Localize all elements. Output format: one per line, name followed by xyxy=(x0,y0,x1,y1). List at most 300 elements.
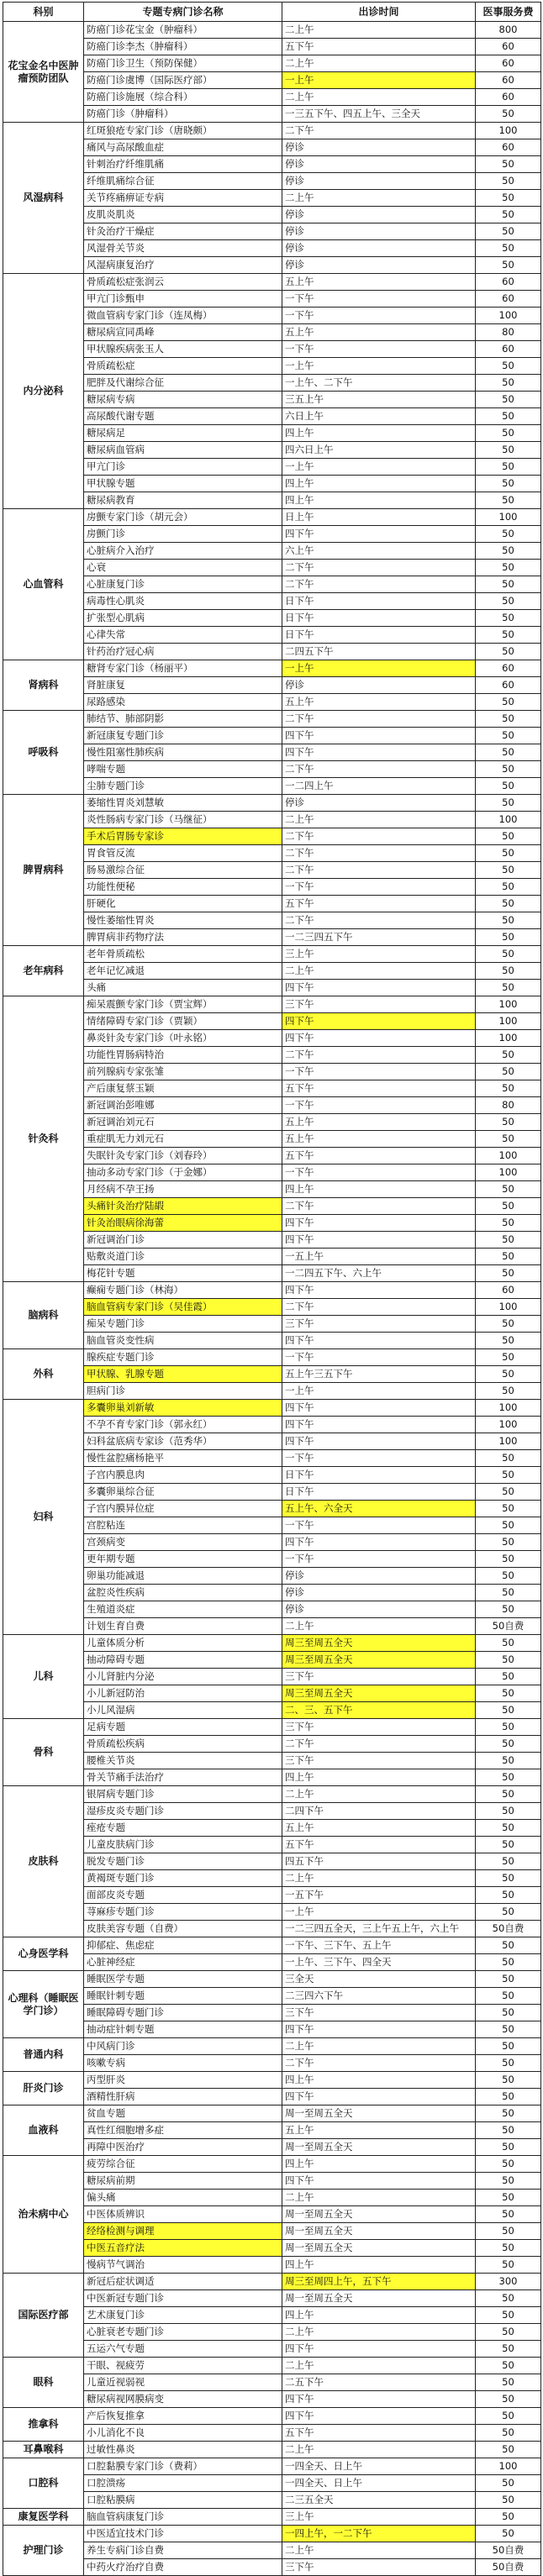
table-row xyxy=(3,442,541,459)
schedule-time-cell: 三下午 xyxy=(282,2559,476,2576)
schedule-time-cell: 四上午 xyxy=(282,2156,476,2173)
schedule-time-cell: 一上午 xyxy=(282,72,476,89)
schedule-time-cell: 二上午 xyxy=(282,190,476,207)
clinic-name-cell: 产后恢复推拿 xyxy=(84,2408,282,2425)
table-row xyxy=(3,828,541,845)
clinic-name-cell: 鼻炎针灸专家门诊（叶永铭） xyxy=(84,1030,282,1047)
department-cell: 内分泌科 xyxy=(3,274,84,509)
clinic-name-cell: 痤疮专题 xyxy=(84,1820,282,1837)
table-row xyxy=(3,2408,541,2425)
table-row xyxy=(3,1030,541,1047)
service-fee-cell: 50 xyxy=(476,2475,541,2492)
table-row xyxy=(3,1333,541,1349)
service-fee-cell: 50 xyxy=(476,2173,541,2190)
schedule-time-cell: 停诊 xyxy=(282,223,476,240)
table-row xyxy=(3,2274,541,2290)
table-row xyxy=(3,123,541,139)
schedule-time-cell: 一下午 xyxy=(282,291,476,308)
clinic-name-cell: 慢性萎缩性胃炎 xyxy=(84,912,282,929)
clinic-name-cell: 睡眠障碍专题门诊 xyxy=(84,2005,282,2021)
schedule-time-cell: 二下午 xyxy=(282,1198,476,1215)
clinic-name-cell: 肠易激综合征 xyxy=(84,862,282,879)
clinic-name-cell: 肝硬化 xyxy=(84,896,282,912)
schedule-time-cell: 四上午 xyxy=(282,2257,476,2274)
table-row xyxy=(3,358,541,375)
schedule-time-cell: 四下午 xyxy=(282,1282,476,1299)
service-fee-cell: 50 xyxy=(476,2408,541,2425)
service-fee-cell: 50 xyxy=(476,1753,541,1769)
table-row xyxy=(3,1114,541,1131)
clinic-name-cell: 抽动多动专家门诊（于金娜） xyxy=(84,1164,282,1181)
clinic-name-cell: 抑郁症、焦虑症 xyxy=(84,1937,282,1954)
schedule-time-cell: 三五上午 xyxy=(282,392,476,408)
service-fee-cell: 80 xyxy=(476,1097,541,1114)
table-row xyxy=(3,1803,541,1820)
table-row xyxy=(3,2307,541,2324)
table-row xyxy=(3,1299,541,1316)
table-row xyxy=(3,1198,541,1215)
schedule-time-cell: 二上午 xyxy=(282,2358,476,2374)
service-fee-cell: 50 xyxy=(476,1114,541,1131)
department-cell: 治未病中心 xyxy=(3,2156,84,2274)
table-row xyxy=(3,2105,541,2122)
schedule-time-cell: 一二三四五全天，三上午五上午，六上午 xyxy=(282,1921,476,1937)
clinic-name-cell: 面部皮炎专题 xyxy=(84,1887,282,1904)
service-fee-cell: 60 xyxy=(476,677,541,694)
service-fee-cell: 50 xyxy=(476,2072,541,2089)
clinic-name-cell: 中医体质辨识 xyxy=(84,2206,282,2223)
service-fee-cell: 100 xyxy=(476,1433,541,1450)
service-fee-cell: 50 xyxy=(476,1904,541,1921)
schedule-time-cell: 五上午 xyxy=(282,1131,476,1148)
clinic-name-cell: 功能性便秘 xyxy=(84,879,282,896)
service-fee-cell: 50 xyxy=(476,1954,541,1971)
schedule-time-cell: 周一至周五全天 xyxy=(282,2139,476,2156)
service-fee-cell: 50 xyxy=(476,2206,541,2223)
department-cell: 肾病科 xyxy=(3,660,84,711)
clinic-name-cell: 骨质疏松疾病 xyxy=(84,1736,282,1753)
service-fee-cell: 50 xyxy=(476,862,541,879)
service-fee-cell: 100 xyxy=(476,1030,541,1047)
service-fee-cell: 50 xyxy=(476,2374,541,2391)
schedule-time-cell: 四下午 xyxy=(282,1433,476,1450)
schedule-time-cell: 四上午 xyxy=(282,492,476,509)
clinic-name-cell: 卵巢功能减退 xyxy=(84,1568,282,1585)
service-fee-cell: 100 xyxy=(476,996,541,1013)
table-row xyxy=(3,2223,541,2240)
service-fee-cell: 50 xyxy=(476,2425,541,2442)
clinic-name-cell: 脑血管病专家门诊（吴佳霞） xyxy=(84,1299,282,1316)
service-fee-cell: 50 xyxy=(476,190,541,207)
schedule-time-cell: 一二三四五下午 xyxy=(282,929,476,946)
table-row xyxy=(3,2005,541,2021)
clinic-name-cell: 荨麻疹专题门诊 xyxy=(84,1904,282,1921)
clinic-name-cell: 痴呆震颤专家门诊（贾宝辉） xyxy=(84,996,282,1013)
table-row xyxy=(3,1702,541,1719)
table-row xyxy=(3,2526,541,2542)
schedule-time-cell: 二下午 xyxy=(282,828,476,845)
table-row xyxy=(3,1064,541,1080)
clinic-name-cell: 痛风与高尿酸血症 xyxy=(84,139,282,156)
service-fee-cell: 50 xyxy=(476,744,541,761)
schedule-time-cell: 五上午 xyxy=(282,324,476,341)
clinic-name-cell: 房颤专家门诊（胡元会） xyxy=(84,509,282,526)
table-row xyxy=(3,896,541,912)
schedule-time-cell: 一下午 xyxy=(282,1517,476,1534)
service-fee-cell: 50 xyxy=(476,1450,541,1467)
department-cell: 耳鼻喉科 xyxy=(3,2442,84,2458)
table-row xyxy=(3,677,541,694)
clinic-name-cell: 新冠后症状调适 xyxy=(84,2274,282,2290)
clinic-name-cell: 中风病门诊 xyxy=(84,2038,282,2055)
service-fee-cell: 50 xyxy=(476,728,541,744)
table-row xyxy=(3,2358,541,2374)
service-fee-cell: 50 xyxy=(476,2223,541,2240)
schedule-time-cell: 五下午 xyxy=(282,896,476,912)
clinic-name-cell: 皮肤美容专题（自费） xyxy=(84,1921,282,1937)
schedule-time-cell: 四下午 xyxy=(282,2089,476,2105)
schedule-time-cell: 一四全天、日上午 xyxy=(282,2475,476,2492)
clinic-name-cell: 甲状腺专题 xyxy=(84,476,282,492)
table-row xyxy=(3,728,541,744)
clinic-name-cell: 脑血管炎变性病 xyxy=(84,1333,282,1349)
clinic-name-cell: 失眠针灸专家门诊（刘春玲） xyxy=(84,1148,282,1164)
clinic-name-cell: 微血管病专家门诊（连凤梅） xyxy=(84,308,282,324)
service-fee-cell: 50 xyxy=(476,1047,541,1064)
table-row xyxy=(3,1249,541,1265)
table-row xyxy=(3,257,541,274)
clinic-name-cell: 心脏康复门诊 xyxy=(84,576,282,593)
clinic-name-cell: 心脏衰老专题门诊 xyxy=(84,2324,282,2341)
schedule-time-cell: 二上午 xyxy=(282,2324,476,2341)
service-fee-cell: 300 xyxy=(476,2274,541,2290)
service-fee-cell: 50 xyxy=(476,879,541,896)
schedule-time-cell: 四下午 xyxy=(282,2021,476,2038)
clinic-name-cell: 胆病门诊 xyxy=(84,1383,282,1400)
service-fee-cell: 50 xyxy=(476,2089,541,2105)
table-row xyxy=(3,1753,541,1769)
service-fee-cell: 60 xyxy=(476,139,541,156)
schedule-time-cell: 二三五全天 xyxy=(282,2492,476,2509)
schedule-time-cell: 三上午 xyxy=(282,946,476,963)
service-fee-cell: 50 xyxy=(476,1316,541,1333)
schedule-time-cell: 四下午 xyxy=(282,1534,476,1551)
department-cell: 针灸科 xyxy=(3,996,84,1282)
table-row xyxy=(3,2173,541,2190)
schedule-time-cell: 一五上午 xyxy=(282,1249,476,1265)
clinic-name-cell: 丙型肝炎 xyxy=(84,2072,282,2089)
clinic-name-cell: 养生专病门诊自费 xyxy=(84,2542,282,2559)
table-row xyxy=(3,2240,541,2257)
service-fee-cell: 60 xyxy=(476,274,541,291)
service-fee-cell: 50 xyxy=(476,845,541,862)
schedule-time-cell: 一二四五下午、六上午 xyxy=(282,1265,476,1282)
department-cell: 心身医学科 xyxy=(3,1937,84,1971)
clinic-name-cell: 小儿消化不良 xyxy=(84,2425,282,2442)
schedule-time-cell: 三下午 xyxy=(282,1719,476,1736)
schedule-time-cell: 停诊 xyxy=(282,207,476,223)
service-fee-cell: 100 xyxy=(476,812,541,828)
clinic-name-cell: 酒精性肝病 xyxy=(84,2089,282,2105)
clinic-name-cell: 关节疼痛痹证专病 xyxy=(84,190,282,207)
table-row xyxy=(3,2206,541,2223)
clinic-name-cell: 糖尿病视网膜病变 xyxy=(84,2391,282,2408)
schedule-time-cell: 四上午 xyxy=(282,425,476,442)
table-row xyxy=(3,2341,541,2358)
clinic-name-cell: 小儿肾脏内分泌 xyxy=(84,1669,282,1685)
table-row xyxy=(3,156,541,173)
service-fee-cell: 50 xyxy=(476,1232,541,1249)
service-fee-cell: 60 xyxy=(476,89,541,106)
schedule-time-cell: 一上午 xyxy=(282,459,476,476)
clinic-name-cell: 胃食管反流 xyxy=(84,845,282,862)
schedule-time-cell: 四下午 xyxy=(282,2341,476,2358)
schedule-time-cell: 二三四六下午 xyxy=(282,1988,476,2005)
schedule-time-cell: 二上午 xyxy=(282,812,476,828)
schedule-time-cell: 六上午 xyxy=(282,543,476,560)
service-fee-cell: 50 xyxy=(476,1887,541,1904)
schedule-time-cell: 四下午 xyxy=(282,1417,476,1433)
schedule-time-cell: 二下午 xyxy=(282,576,476,593)
clinic-name-cell: 抽动症针刺专题 xyxy=(84,2021,282,2038)
table-row xyxy=(3,1148,541,1164)
schedule-time-cell: 一下午 xyxy=(282,1164,476,1181)
schedule-time-cell: 周三至周四上午，五下午 xyxy=(282,2274,476,2290)
clinic-name-cell: 生殖道炎症 xyxy=(84,1601,282,1618)
table-row xyxy=(3,39,541,55)
table-row xyxy=(3,929,541,946)
table-row xyxy=(3,660,541,677)
table-row xyxy=(3,694,541,711)
table-row xyxy=(3,207,541,223)
schedule-time-cell: 三全天 xyxy=(282,1971,476,1988)
clinic-name-cell: 骨关节痛手法治疗 xyxy=(84,1769,282,1786)
schedule-time-cell: 二下午 xyxy=(282,123,476,139)
clinic-name-cell: 新冠调治刘元石 xyxy=(84,1114,282,1131)
clinic-name-cell: 针刺治疗纤维肌痛 xyxy=(84,156,282,173)
department-cell: 风湿病科 xyxy=(3,123,84,274)
service-fee-cell: 50 xyxy=(476,1769,541,1786)
table-row xyxy=(3,980,541,996)
schedule-time-cell: 四上午 xyxy=(282,2072,476,2089)
service-fee-cell: 50 xyxy=(476,795,541,812)
header-time: 出诊时间 xyxy=(282,3,476,22)
table-row xyxy=(3,1988,541,2005)
table-row xyxy=(3,778,541,795)
table-row xyxy=(3,55,541,72)
service-fee-cell: 50 xyxy=(476,1635,541,1652)
table-row xyxy=(3,1904,541,1921)
schedule-time-cell: 停诊 xyxy=(282,173,476,190)
table-row xyxy=(3,240,541,257)
service-fee-cell: 100 xyxy=(476,308,541,324)
schedule-time-cell: 二上午 xyxy=(282,55,476,72)
table-row xyxy=(3,509,541,526)
clinic-name-cell: 中药火疗治疗自费 xyxy=(84,2559,282,2576)
schedule-time-cell: 五下午 xyxy=(282,1837,476,1853)
table-row xyxy=(3,543,541,560)
service-fee-cell: 50 xyxy=(476,1467,541,1484)
service-fee-cell: 50自费 xyxy=(476,2559,541,2576)
service-fee-cell: 50 xyxy=(476,644,541,660)
service-fee-cell: 100 xyxy=(476,1417,541,1433)
schedule-time-cell: 一上午 xyxy=(282,358,476,375)
schedule-time-cell: 一四全天、日上午 xyxy=(282,2458,476,2475)
service-fee-cell: 50 xyxy=(476,1803,541,1820)
table-row xyxy=(3,2156,541,2173)
department-cell: 普通内科 xyxy=(3,2038,84,2072)
table-row xyxy=(3,1870,541,1887)
service-fee-cell: 50 xyxy=(476,1484,541,1501)
service-fee-cell: 50 xyxy=(476,1333,541,1349)
service-fee-cell: 50 xyxy=(476,2156,541,2173)
clinic-name-cell: 针药治疗冠心病 xyxy=(84,644,282,660)
schedule-time-cell: 停诊 xyxy=(282,1568,476,1585)
service-fee-cell: 50 xyxy=(476,240,541,257)
service-fee-cell: 50自费 xyxy=(476,2542,541,2559)
clinic-name-cell: 糖尿病血管病 xyxy=(84,442,282,459)
clinic-name-cell: 五运六气专题 xyxy=(84,2341,282,2358)
department-cell: 护理门诊 xyxy=(3,2526,84,2576)
schedule-time-cell: 五上午、六全天 xyxy=(282,1501,476,1517)
service-fee-cell: 50 xyxy=(476,2055,541,2072)
clinic-name-cell: 脾胃病非药物疗法 xyxy=(84,929,282,946)
schedule-time-cell: 周三至周五全天 xyxy=(282,1685,476,1702)
schedule-time-cell: 二四下午 xyxy=(282,1803,476,1820)
schedule-time-cell: 一上午 xyxy=(282,1383,476,1400)
table-row xyxy=(3,291,541,308)
table-row xyxy=(3,1618,541,1635)
service-fee-cell: 50自费 xyxy=(476,1921,541,1937)
table-row xyxy=(3,2089,541,2105)
table-row xyxy=(3,1719,541,1736)
schedule-time-cell: 四六日上午 xyxy=(282,442,476,459)
clinic-name-cell: 偏头痛 xyxy=(84,2190,282,2206)
service-fee-cell: 50 xyxy=(476,1837,541,1853)
service-fee-cell: 80 xyxy=(476,324,541,341)
service-fee-cell: 50 xyxy=(476,492,541,509)
service-fee-cell: 50 xyxy=(476,2038,541,2055)
table-row xyxy=(3,526,541,543)
service-fee-cell: 50 xyxy=(476,526,541,543)
service-fee-cell: 50 xyxy=(476,543,541,560)
schedule-time-cell: 二下午 xyxy=(282,1299,476,1316)
schedule-time-cell: 一三五下午、四五上午、三全天 xyxy=(282,106,476,123)
clinic-name-cell: 痴呆专题门诊 xyxy=(84,1316,282,1333)
clinic-name-cell: 情绪障碍专家门诊（贾颖） xyxy=(84,1013,282,1030)
service-fee-cell: 50 xyxy=(476,694,541,711)
department-cell: 呼吸科 xyxy=(3,711,84,795)
table-row xyxy=(3,912,541,929)
schedule-time-cell: 四下午 xyxy=(282,526,476,543)
service-fee-cell: 50 xyxy=(476,912,541,929)
service-fee-cell: 100 xyxy=(476,1013,541,1030)
header-fee: 医事服务费 xyxy=(476,3,541,22)
schedule-time-cell: 一上午 xyxy=(282,1904,476,1921)
clinic-name-cell: 防癌门诊（肿瘤科） xyxy=(84,106,282,123)
clinic-name-cell: 糖尿病宣同禹峰 xyxy=(84,324,282,341)
clinic-name-cell: 子宫内膜异位症 xyxy=(84,1501,282,1517)
clinic-name-cell: 慢性阻塞性肺疾病 xyxy=(84,744,282,761)
service-fee-cell: 50 xyxy=(476,1064,541,1080)
schedule-time-cell: 一二四上午 xyxy=(282,778,476,795)
schedule-time-cell: 停诊 xyxy=(282,1585,476,1601)
service-fee-cell: 50 xyxy=(476,610,541,627)
schedule-time-cell: 二上午 xyxy=(282,2542,476,2559)
clinic-name-cell: 新冠康复专题门诊 xyxy=(84,728,282,744)
table-row xyxy=(3,2442,541,2458)
table-row xyxy=(3,1736,541,1753)
schedule-time-cell: 二下午 xyxy=(282,560,476,576)
table-row xyxy=(3,1433,541,1450)
clinic-name-cell: 不孕不育专家门诊（郭永红） xyxy=(84,1417,282,1433)
service-fee-cell: 60 xyxy=(476,341,541,358)
clinic-name-cell: 头痛针灸治疗陆嘏 xyxy=(84,1198,282,1215)
department-cell: 心理科（睡眠医学门诊） xyxy=(3,1971,84,2038)
table-row xyxy=(3,2425,541,2442)
table-row xyxy=(3,1534,541,1551)
clinic-name-cell: 慢病节气调治 xyxy=(84,2257,282,2274)
schedule-time-cell: 四上午 xyxy=(282,2307,476,2324)
schedule-time-cell: 一上午 xyxy=(282,660,476,677)
schedule-time-cell: 五上午 xyxy=(282,1114,476,1131)
schedule-time-cell: 二下午 xyxy=(282,912,476,929)
clinic-name-cell: 产后康复蔡玉颖 xyxy=(84,1080,282,1097)
service-fee-cell: 50 xyxy=(476,1198,541,1215)
clinic-name-cell: 湿疹皮炎专题门诊 xyxy=(84,1803,282,1820)
clinic-name-cell: 睡眠针刺专题 xyxy=(84,1988,282,2005)
service-fee-cell: 50 xyxy=(476,1249,541,1265)
table-row xyxy=(3,2257,541,2274)
table-row xyxy=(3,2038,541,2055)
clinic-name-cell: 糖尿病教育 xyxy=(84,492,282,509)
clinic-name-cell: 更年期专题 xyxy=(84,1551,282,1568)
schedule-time-cell: 停诊 xyxy=(282,240,476,257)
schedule-time-cell: 二上午 xyxy=(282,2038,476,2055)
department-cell: 儿科 xyxy=(3,1635,84,1719)
table-row xyxy=(3,1669,541,1685)
service-fee-cell: 50 xyxy=(476,1853,541,1870)
schedule-time-cell: 周三至周五全天 xyxy=(282,1652,476,1669)
clinic-name-cell: 重症肌无力刘元石 xyxy=(84,1131,282,1148)
service-fee-cell: 50 xyxy=(476,1568,541,1585)
service-fee-cell: 50 xyxy=(476,711,541,728)
table-row xyxy=(3,2290,541,2307)
table-row xyxy=(3,1887,541,1904)
schedule-time-cell: 三下午 xyxy=(282,2005,476,2021)
table-row xyxy=(3,761,541,778)
header-dept: 科别 xyxy=(3,3,84,22)
table-row xyxy=(3,1501,541,1517)
table-row xyxy=(3,593,541,610)
schedule-time-cell: 停诊 xyxy=(282,795,476,812)
schedule-time-cell: 四下午 xyxy=(282,728,476,744)
table-row xyxy=(3,476,541,492)
clinic-name-cell: 针灸治眼病徐海蕾 xyxy=(84,1215,282,1232)
service-fee-cell: 50 xyxy=(476,1517,541,1534)
schedule-time-cell: 三下午 xyxy=(282,1753,476,1769)
table-row xyxy=(3,1400,541,1417)
clinic-name-cell: 甲状腺、乳腺专题 xyxy=(84,1366,282,1383)
schedule-time-cell: 一下午 xyxy=(282,1551,476,1568)
clinic-name-cell: 月经病不孕王扬 xyxy=(84,1181,282,1198)
service-fee-cell: 50 xyxy=(476,828,541,845)
service-fee-cell: 50 xyxy=(476,1937,541,1954)
table-row xyxy=(3,2391,541,2408)
clinic-name-cell: 慢性盆腔痛杨艳平 xyxy=(84,1450,282,1467)
schedule-time-cell: 二上午 xyxy=(282,1618,476,1635)
department-cell: 康复医学科 xyxy=(3,2509,84,2526)
